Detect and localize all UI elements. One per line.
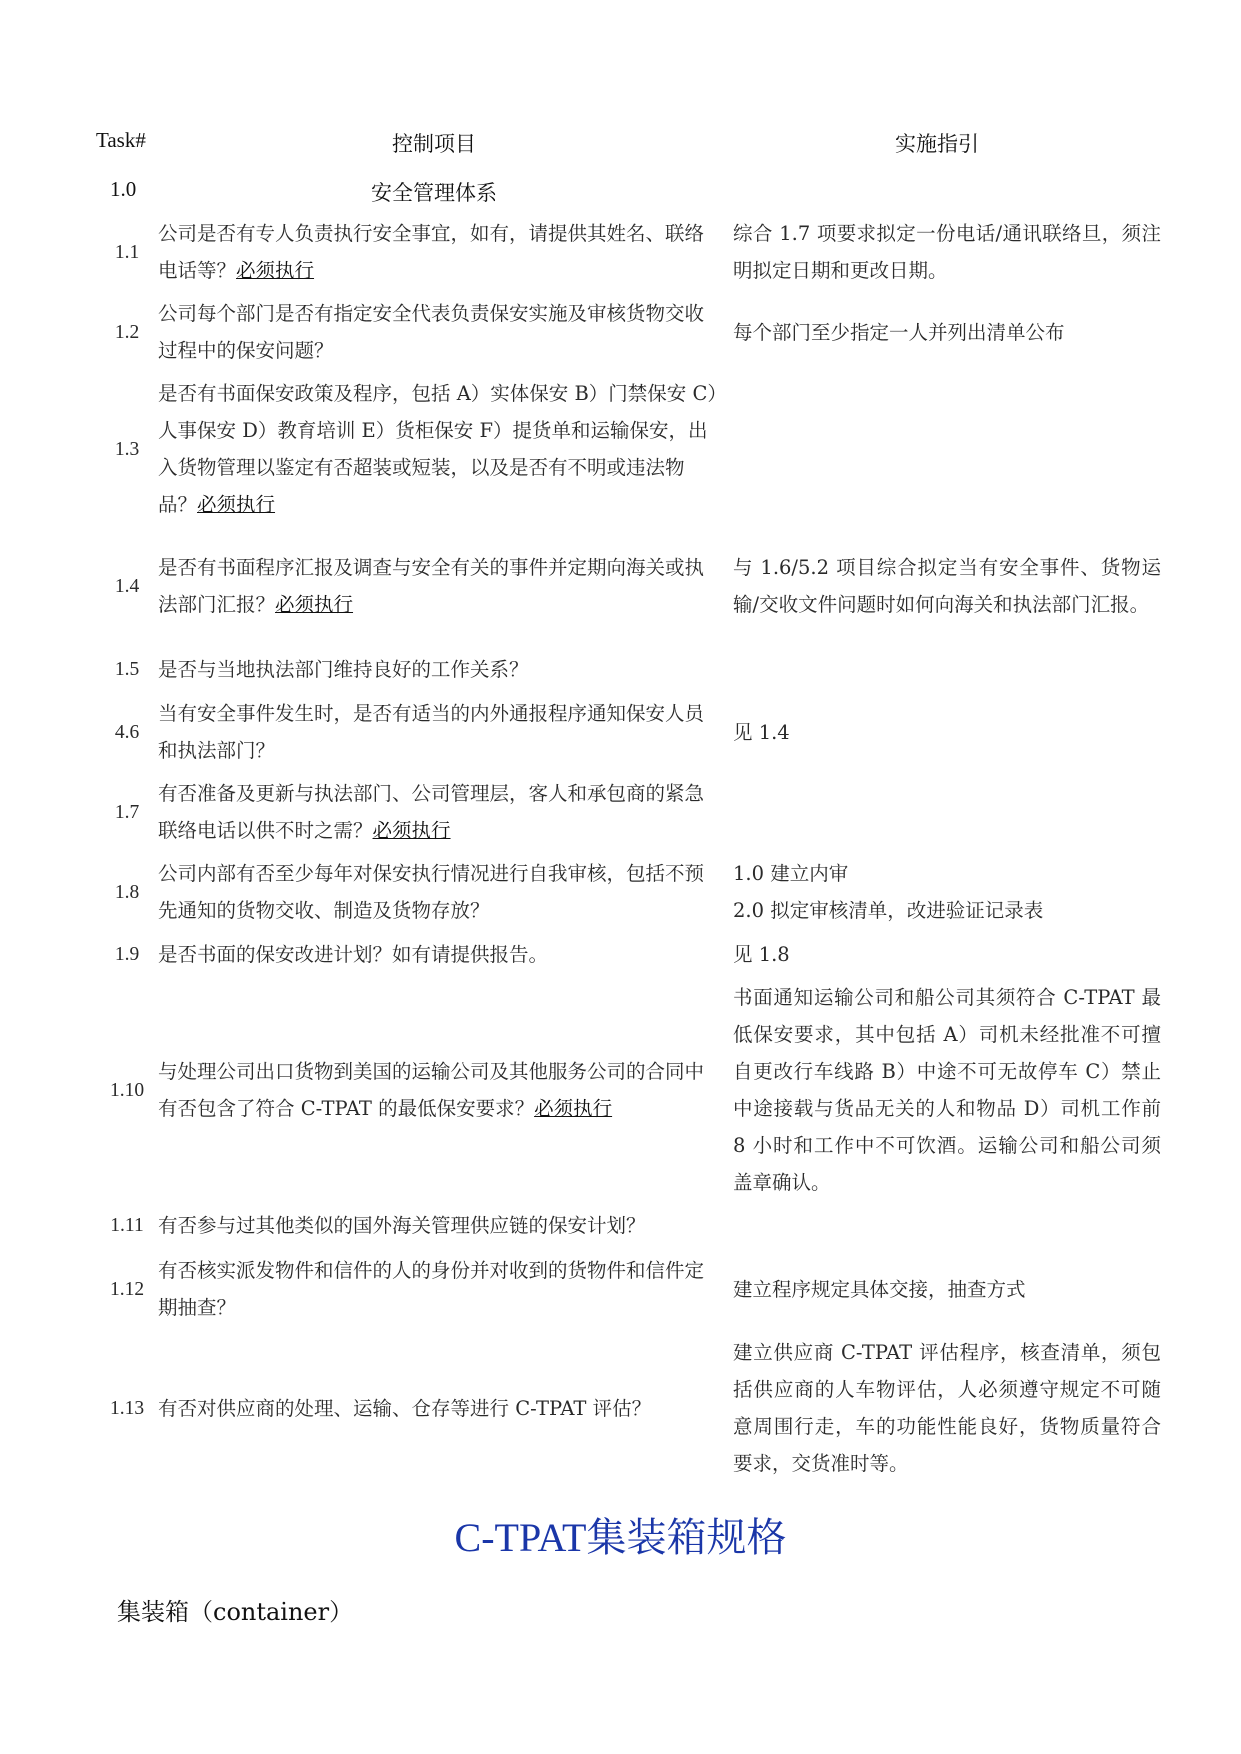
row-guide (727, 772, 1161, 852)
row-number: 1.10 (109, 1079, 145, 1101)
row-guide: 书面通知运输公司和船公司其须符合 C-TPAT 最低保安要求，其中包括 A）司机未经批准不可擅自更改行车线路 B）中途不可无故停车 C）禁止中途接载与货品无关的人和物品 D）司机工作前 8 小时和工作中不可饮酒。运输公司和船公司须盖章确认。 (733, 986, 1161, 1194)
row-question: 公司是否有专人负责执行安全事宜，如有，请提供其姓名、联络电话等？必须执行 (158, 222, 705, 282)
row-number: 1.1 (114, 241, 140, 263)
row-question: 是否与当地执法部门维持良好的工作关系？ (158, 657, 529, 681)
row-guide: 与 1.6/5.2 项目综合拟定当有安全事件、货物运输/交收文件问题时如何向海关和执法部门汇报。 (733, 556, 1161, 616)
row-number: 1.11 (110, 1215, 144, 1236)
table-row (96, 692, 1161, 772)
row-question: 有否核实派发物件和信件的人的身份并对收到的货物件和信件定期抽查？ (158, 1259, 705, 1319)
row-number: 1.9 (114, 943, 140, 965)
row-guide (727, 646, 1161, 692)
row-question: 公司内部有否至少每年对保安执行情况进行自我审核，包括不预先通知的货物交收、制造及货物存放？ (158, 862, 705, 922)
row-number: 4.6 (114, 721, 140, 743)
row-question: 有否参与过其他类似的国外海关管理供应链的保安计划？ (158, 1214, 646, 1237)
row-guide (727, 372, 1161, 526)
checklist-table (96, 212, 1161, 1485)
row-number: 1.5 (114, 658, 140, 680)
guide-line: 1.0 建立内审 (733, 862, 849, 885)
table-row (96, 1331, 1161, 1485)
table-row (96, 372, 1161, 526)
row-question: 公司每个部门是否有指定安全代表负责保安实施及审核货物交收过程中的保安问题？ (158, 302, 705, 362)
row-number: 1.8 (114, 881, 140, 903)
row-number: 1.7 (114, 801, 140, 823)
table-row (96, 772, 1161, 852)
row-guide: 见 1.4 (733, 720, 790, 744)
header-control-item: 控制项目 (392, 132, 476, 156)
must-execute-label: 必须执行 (534, 1097, 613, 1120)
row-guide (727, 852, 1161, 932)
guide-line: 2.0 拟定审核清单，改进验证记录表 (733, 899, 1044, 922)
header-guide: 实施指引 (895, 132, 979, 156)
table-row (96, 292, 1161, 372)
section-number: 1.0 (110, 177, 137, 201)
row-guide: 建立供应商 C-TPAT 评估程序，核查清单，须包括供应商的人车物评估，人必须遵守规定不可随意周围行走，车的功能性能良好，货物质量符合要求，交货准时等。 (733, 1341, 1161, 1475)
row-question: 有否对供应商的处理、运输、仓存等进行 C-TPAT 评估？ (158, 1396, 652, 1420)
table-row (96, 1204, 1161, 1247)
row-question: 与处理公司出口货物到美国的运输公司及其他服务公司的合同中有否包含了符合 C-TPAT 的最低保安要求？必须执行 (158, 1060, 705, 1120)
container-section-title: 集装箱（container） (117, 1598, 354, 1626)
must-execute-label: 必须执行 (275, 593, 354, 616)
must-execute-label: 必须执行 (372, 819, 451, 842)
row-number: 1.2 (114, 321, 140, 343)
row-question: 是否有书面程序汇报及调查与安全有关的事件并定期向海关或执法部门汇报？必须执行 (158, 556, 705, 616)
row-number: 1.4 (114, 575, 140, 597)
ctpat-container-spec-title: C-TPAT集装箱规格 (454, 1515, 787, 1560)
header-task: Task# (96, 128, 146, 152)
row-guide: 建立程序规定具体交接，抽查方式 (733, 1277, 1026, 1301)
section-title: 安全管理体系 (371, 181, 497, 205)
table-row (96, 1247, 1161, 1331)
row-question: 是否书面的保安改进计划？如有请提供报告。 (158, 942, 549, 966)
row-number: 1.13 (109, 1397, 145, 1419)
row-guide (727, 1204, 1161, 1247)
table-row (96, 976, 1161, 1204)
table-row (96, 852, 1161, 932)
row-question: 是否有书面保安政策及程序，包括 A）实体保安 B）门禁保安 C）人事保安 D）教育培训 E）货柜保安 F）提货单和运输保安，出入货物管理以鉴定有否超装或短装，以及是否有不明或违法物品？必须执行 (158, 382, 718, 516)
row-number: 1.12 (109, 1278, 145, 1300)
row-guide: 每个部门至少指定一人并列出清单公布 (733, 320, 1065, 344)
row-number: 1.3 (114, 438, 140, 460)
must-execute-label: 必须执行 (197, 493, 276, 516)
row-question: 有否准备及更新与执法部门、公司管理层，客人和承包商的紧急联络电话以供不时之需？必须执行 (158, 782, 705, 842)
table-row (96, 212, 1161, 292)
row-question: 当有安全事件发生时，是否有适当的内外通报程序通知保安人员和执法部门？ (158, 702, 705, 762)
must-execute-label: 必须执行 (236, 259, 315, 282)
row-guide: 综合 1.7 项要求拟定一份电话/通讯联络旦，须注明拟定日期和更改日期。 (733, 222, 1161, 282)
table-row (96, 646, 1161, 692)
row-guide: 见 1.8 (733, 942, 790, 966)
table-row (96, 526, 1161, 646)
table-row (96, 932, 1161, 976)
